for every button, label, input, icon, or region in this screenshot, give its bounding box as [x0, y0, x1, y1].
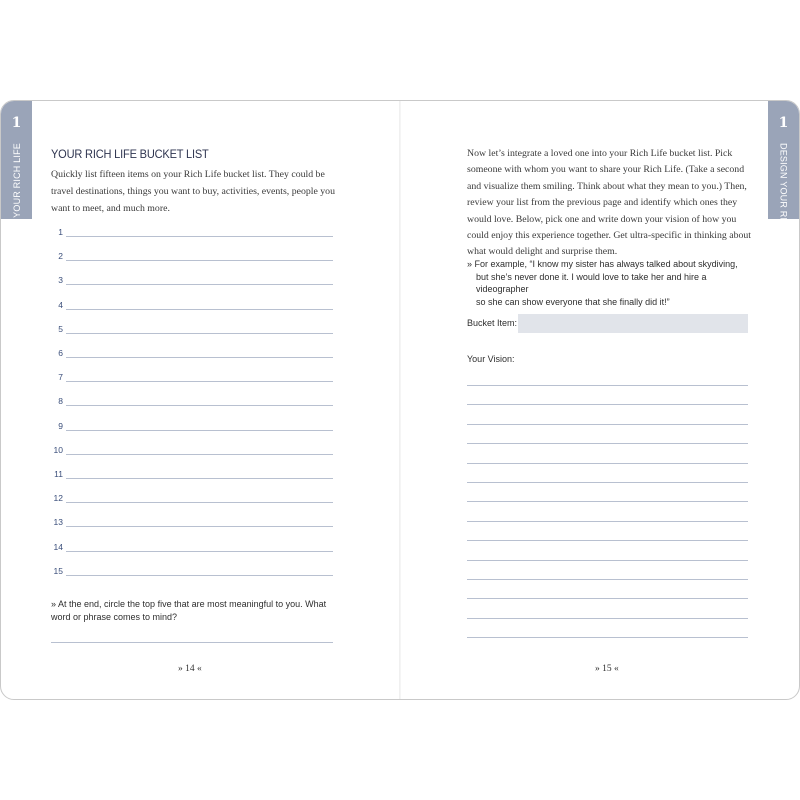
bucket-list-item[interactable]: [51, 540, 333, 552]
list-item-line[interactable]: [66, 381, 333, 382]
list-item-line[interactable]: [66, 284, 333, 285]
list-item-line[interactable]: [66, 575, 333, 576]
list-item-line[interactable]: [66, 430, 333, 431]
list-item-number: 2: [58, 251, 63, 262]
bucket-list-item[interactable]: [51, 491, 333, 503]
intro-paragraph: Quickly list fifteen items on your Rich Life bucket list. They could be travel destinations, things you want to buy, activities, events, people you want to meet, and much more.: [51, 169, 335, 214]
list-item-number: 7: [58, 372, 63, 383]
bucket-list-item[interactable]: [51, 225, 333, 237]
list-item-number: 15: [53, 565, 63, 576]
bucket-list-item[interactable]: [51, 564, 333, 576]
list-item-number: 12: [53, 493, 63, 504]
list-item-number: 13: [53, 517, 63, 528]
list-item-number: 11: [54, 469, 63, 479]
list-item-line[interactable]: [66, 526, 333, 527]
vision-writing-line[interactable]: [467, 424, 748, 425]
vision-writing-line[interactable]: [467, 385, 748, 386]
list-item-number: 14: [53, 541, 63, 552]
list-item-line[interactable]: [66, 454, 333, 455]
bucket-list-item[interactable]: [51, 443, 333, 455]
page-number-right: » 15 «: [595, 664, 619, 674]
bucket-item-field[interactable]: [518, 314, 748, 333]
bucket-list-item[interactable]: [51, 322, 333, 334]
list-item-number: 4: [58, 299, 63, 310]
list-item-line[interactable]: [66, 551, 333, 552]
section-label: DESIGN YOUR RICH LIFE: [778, 143, 789, 257]
section-tab-left: [1, 101, 32, 257]
bucket-list-item[interactable]: [51, 419, 333, 431]
vision-writing-line[interactable]: [467, 521, 748, 522]
list-item-line[interactable]: [66, 333, 333, 334]
loved-one-intro: Now let’s integrate a loved one into your Rich Life bucket list. Pick someone with whom you want to share your Rich Life. (Take a second and visualize them smiling. Think about what they mean to you.) Then, review your list from the previous page and identify which ones they would love. Below, pick one and write down your vision of how you could enjoy this experience together. Get ultra-specific in thinking about what would delight and surprise them.: [467, 148, 752, 258]
example-line: but she’s never done it. I would love to take her and hire a videographer: [476, 271, 707, 294]
vision-writing-line[interactable]: [467, 560, 748, 561]
page-number-left: » 14 «: [178, 664, 202, 674]
vision-writing-line[interactable]: [467, 482, 748, 483]
section-tab-right: [768, 101, 799, 257]
list-item-number: 8: [58, 396, 63, 407]
vision-writing-line[interactable]: [467, 463, 748, 464]
bucket-item-label: Bucket Item:: [467, 318, 518, 328]
bucket-list-item[interactable]: [51, 249, 333, 261]
list-item-line[interactable]: [66, 236, 333, 237]
bucket-list-item[interactable]: [51, 273, 333, 285]
vision-writing-line[interactable]: [467, 598, 748, 599]
list-item-number: 9: [58, 420, 63, 431]
example-line: so she can show everyone that she finally did it!”: [476, 296, 670, 307]
page-title: YOUR RICH LIFE BUCKET LIST: [51, 147, 209, 161]
vision-writing-line[interactable]: [467, 637, 748, 638]
section-number: 1: [11, 115, 22, 131]
bucket-list-item[interactable]: [51, 298, 333, 310]
vision-writing-line[interactable]: [467, 540, 748, 541]
list-item-number: 3: [58, 275, 63, 286]
vision-writing-line[interactable]: [467, 579, 748, 580]
example-note: [467, 258, 757, 308]
bucket-list-item[interactable]: [51, 394, 333, 406]
list-item-line[interactable]: [66, 357, 333, 358]
list-item-number: 10: [53, 444, 63, 455]
reflection-note: » At the end, circle the top five that are most meaningful to you. What word or phrase comes to mind?: [51, 599, 327, 622]
bucket-list-item[interactable]: [51, 515, 333, 527]
list-item-number: 1: [58, 227, 63, 237]
list-item-line[interactable]: [66, 502, 333, 503]
example-line: » For example, “I know my sister has always talked about skydiving,: [467, 259, 738, 269]
section-label: DESIGN YOUR RICH LIFE: [11, 143, 22, 257]
list-item-line[interactable]: [66, 478, 333, 479]
gutter: [399, 101, 401, 699]
bucket-list-item[interactable]: [51, 370, 333, 382]
reflection-answer-line[interactable]: [51, 642, 333, 643]
list-item-number: 5: [58, 323, 63, 334]
bucket-list-item[interactable]: [51, 346, 333, 358]
section-number: 1: [778, 115, 789, 131]
list-item-line[interactable]: [66, 405, 333, 406]
vision-writing-line[interactable]: [467, 443, 748, 444]
list-item-line[interactable]: [66, 260, 333, 261]
vision-writing-line[interactable]: [467, 618, 748, 619]
bucket-list-item[interactable]: [51, 467, 333, 479]
list-item-line[interactable]: [66, 309, 333, 310]
list-item-number: 6: [58, 348, 63, 358]
vision-writing-line[interactable]: [467, 501, 748, 502]
vision-label: Your Vision:: [467, 354, 515, 364]
vision-writing-line[interactable]: [467, 404, 748, 405]
